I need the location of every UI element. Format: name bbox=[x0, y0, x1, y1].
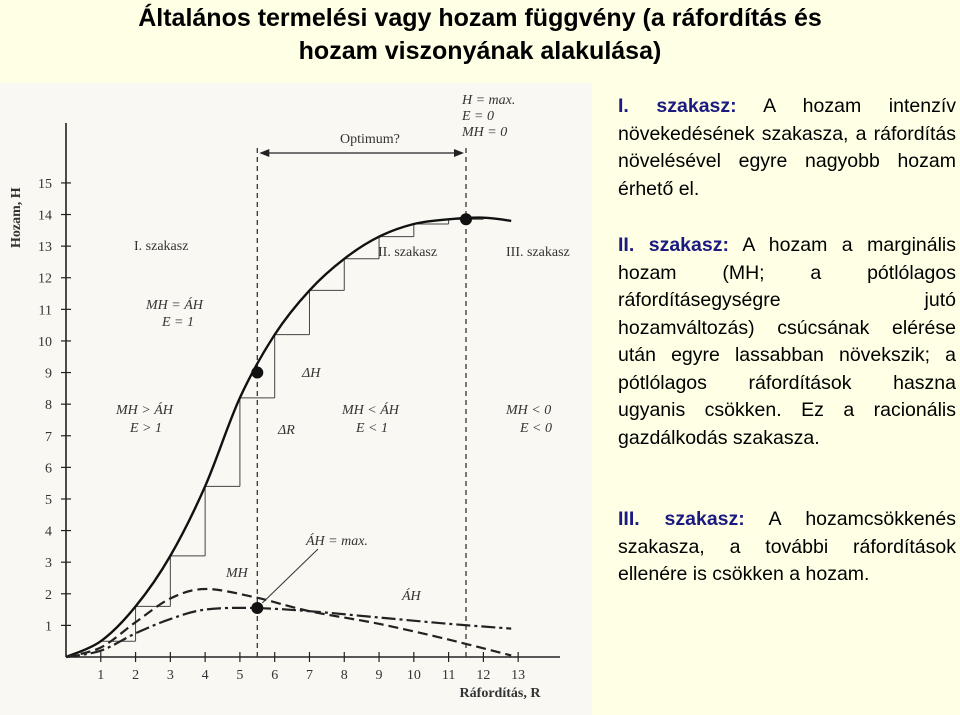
y-tick-label: 15 bbox=[38, 176, 52, 192]
chart-svg bbox=[0, 83, 592, 715]
y-tick-label: 7 bbox=[45, 429, 52, 445]
y-tick-label: 4 bbox=[45, 524, 52, 540]
y-tick-label: 3 bbox=[45, 556, 52, 572]
label-max-e: E = 0 bbox=[462, 109, 494, 124]
label-delta-h: ΔH bbox=[302, 366, 321, 381]
label-max-mh: MH = 0 bbox=[462, 125, 508, 140]
label-delta-r: ΔR bbox=[278, 423, 295, 438]
section-1-body: A hozam intenzív növekedésének szakasza, a ráfordítás növelésével egyre nagyobb hozam érhető el. bbox=[618, 95, 956, 200]
y-tick-label: 9 bbox=[45, 366, 52, 382]
x-axis-title: Ráfordítás, R bbox=[459, 686, 541, 701]
label-mh-neg: MH < 0 bbox=[506, 403, 552, 418]
y-tick-label: 1 bbox=[45, 619, 52, 635]
ah-max-leader bbox=[262, 549, 318, 603]
x-tick-label: 10 bbox=[406, 668, 421, 683]
label-mh-lt-ah: MH < ÁH bbox=[342, 403, 399, 418]
section-2-heading: II. szakasz: bbox=[618, 234, 729, 256]
point-marker bbox=[460, 213, 472, 225]
section-3-text bbox=[618, 506, 956, 589]
label-section-3: III. szakasz bbox=[506, 245, 570, 260]
y-tick-label: 6 bbox=[45, 461, 52, 477]
label-e-neg: E < 0 bbox=[520, 421, 552, 436]
label-ah-max: ÁH = max. bbox=[306, 534, 368, 549]
y-tick-label: 11 bbox=[38, 303, 52, 319]
label-mh-gt-ah: MH > ÁH bbox=[116, 403, 173, 418]
chart-annotations bbox=[115, 93, 570, 604]
point-marker bbox=[251, 367, 263, 379]
chart-series bbox=[66, 145, 511, 657]
y-tick-label: 2 bbox=[45, 587, 52, 603]
section-3-body: A hozamcsökkenés szakasza, a további ráfordítások ellenére is csökken a hozam. bbox=[618, 508, 956, 585]
y-tick-label: 13 bbox=[38, 240, 52, 256]
label-section-2: II. szakasz bbox=[378, 245, 438, 260]
x-tick-label: 2 bbox=[132, 668, 140, 683]
chart-figure bbox=[0, 83, 592, 715]
section-1-text bbox=[618, 93, 956, 203]
y-tick-label: 12 bbox=[38, 271, 52, 287]
page-title bbox=[0, 2, 960, 68]
optimum-arrowhead-left bbox=[259, 149, 269, 157]
label-mh: MH bbox=[226, 566, 248, 581]
series-AH-curve bbox=[66, 608, 511, 657]
label-e-eq-1: E = 1 bbox=[162, 315, 194, 330]
label-section-1: I. szakasz bbox=[134, 239, 189, 254]
section-2-body: A hozam a marginális hozam (MH; a pótlólagos ráfordításegységre jutó hozamváltozás) csúcsának elérése után egyre lassabban növekszik; a pótlólagos ráfordítások haszna ugyanis csökken. Ez a racionális gazdálkodás szakasza. bbox=[618, 234, 957, 449]
label-ah: ÁH bbox=[402, 589, 421, 604]
label-optimum: Optimum? bbox=[340, 132, 400, 147]
x-tick-label: 4 bbox=[201, 668, 209, 683]
label-max-h: H = max. bbox=[462, 93, 516, 108]
section-3-heading: III. szakasz: bbox=[618, 508, 745, 530]
point-marker bbox=[251, 602, 263, 614]
x-tick-label: 12 bbox=[476, 668, 491, 683]
title-line-1: Általános termelési vagy hozam függvény (a ráfordítás és bbox=[138, 4, 822, 32]
chart-axes bbox=[9, 123, 560, 701]
label-e-gt-1: E > 1 bbox=[130, 421, 162, 436]
y-tick-label: 5 bbox=[45, 492, 52, 508]
y-tick-label: 14 bbox=[38, 208, 52, 224]
x-tick-label: 11 bbox=[441, 668, 456, 683]
optimum-arrowhead-right bbox=[454, 149, 464, 157]
x-tick-label: 8 bbox=[340, 668, 348, 683]
label-e-lt-1: E < 1 bbox=[356, 421, 388, 436]
x-tick-label: 1 bbox=[97, 668, 105, 683]
y-tick-label: 10 bbox=[38, 334, 52, 350]
section-2-text bbox=[618, 232, 956, 452]
y-axis-title: Hozam, H bbox=[9, 187, 24, 249]
x-tick-label: 5 bbox=[236, 668, 244, 683]
x-tick-label: 3 bbox=[166, 668, 174, 683]
x-tick-label: 13 bbox=[511, 668, 526, 683]
x-tick-label: 9 bbox=[375, 668, 383, 683]
y-tick-label: 8 bbox=[45, 398, 52, 414]
section-1-heading: I. szakasz: bbox=[618, 95, 737, 117]
x-tick-label: 6 bbox=[271, 668, 279, 683]
title-line-2: hozam viszonyának alakulása) bbox=[298, 37, 662, 65]
label-mh-eq-ah: MH = ÁH bbox=[146, 298, 203, 313]
x-tick-label: 7 bbox=[305, 668, 313, 683]
